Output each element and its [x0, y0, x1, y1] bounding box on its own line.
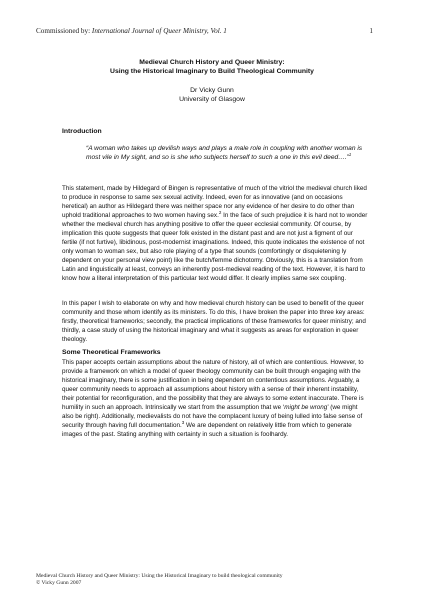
- frameworks-text-a: This paper accepts certain assumptions about the nature of history, all of which are contentious. However, to provide a framework on which a model of queer theology community can be built through engaging with the historical imaginary, there is some justification in being dependent on contentious assumptions. Arguably, a queer community needs to approach all assumptions about history with a sense of their inherent instability, their potential for reconfiguration, and the possibility that they are always to some extent inaccurate. There is humility in such an approach. Intrinsically we start from the assumption that we ‘: [62, 359, 364, 412]
- frameworks-paragraph: [62, 358, 368, 439]
- quote-text: “A woman who takes up devilish ways and plays a male role in coupling with another woman is most vile in My sight, and so is she who subjects herself to such a one in this evil deed….”: [86, 145, 363, 162]
- footnote-ref-1[interactable]: 1: [348, 152, 352, 158]
- commissioned-label: Commissioned by:: [36, 27, 92, 35]
- title-line-1: Medieval Church History and Queer Ministry:: [139, 59, 285, 66]
- footer-title: Medieval Church History and Queer Ministry: Using the Historical Imaginary to build theological community: [36, 573, 283, 579]
- intro-paragraph-1: [62, 184, 368, 284]
- footer-copyright: © Vicky Gunn 2007: [36, 580, 82, 587]
- might-be-wrong-emphasis: might be wrong: [284, 404, 328, 412]
- page-number: 1: [369, 27, 373, 35]
- intro-para1-text-b: In the face of such prejudice it is hard not to wonder whether the medieval church has anything positive to offer the queer ecclesial community. Of course, by implication this quote suggests that queer folk existed in the distant past and are not just a figment of our fertile (if not furtive), libidinous, post-modernist imaginations. Indeed, this quote indicates the existence of not only woman to woman sex, but also role playing of a type that sounds (comfortingly or disquietening ly dependent on your personal view point) like the butch/femme dichotomy. Obviously, this is a translation from Latin and linguistically at least, conveys an inherently post-medieval reading of the text. However, it is hard to know how a literal interpretation of this particular text would differ. It clearly implies same sex coupling.: [62, 212, 368, 283]
- frameworks-text-b: ’ (we might also be right). Additionally, medievalists do not have the complacent luxury of being lulled into false sense of security through having full documentation.: [62, 404, 363, 430]
- frameworks-heading: Some Theoretical Frameworks: [62, 349, 161, 356]
- paper-title: [0, 58, 424, 76]
- intro-paragraph-2: [62, 299, 368, 344]
- frameworks-text-c: We are dependent on relatively little from which to generate images of the past. Stating anything with certainty in such a situation is foolhardy.: [62, 422, 352, 439]
- author-name: Dr Vicky Gunn: [190, 87, 234, 94]
- hildegard-quote: [86, 144, 368, 163]
- intro-para1-text-a: This statement, made by Hildegard of Bingen is representative of much of the vitriol the medieval church liked to produce in response to same sex sexual activity. Indeed, even for as innovative (and on occasions heretical) an author as Hildegard there was neither space nor any evidence of her desire to do other than uphold traditional approaches to two women having sex.: [62, 185, 367, 220]
- page-footer: [36, 573, 283, 588]
- footnote-ref-3[interactable]: 3: [181, 420, 185, 426]
- author-block: [0, 86, 424, 104]
- footnote-ref-2[interactable]: 2: [218, 210, 222, 216]
- running-header: [36, 27, 227, 35]
- introduction-heading: Introduction: [62, 128, 102, 135]
- intro-para2-text: In this paper I wish to elaborate on why and how medieval church history can be used to benefit of the queer community and those whom identify as its ministers. To do this, I have broken the paper into three key areas: firstly, theoretical frameworks; secondly, the practical implications of these frameworks for queer ministry; and thirdly, a case study of using the historical imaginary and what it suggests as areas for exploration in queer theology.: [62, 300, 366, 344]
- title-line-2: Using the Historical Imaginary to Build Theological Community: [110, 68, 314, 76]
- author-affiliation: University of Glasgow: [179, 96, 245, 104]
- journal-name: International Journal of Queer Ministry, Vol. 1: [91, 27, 227, 35]
